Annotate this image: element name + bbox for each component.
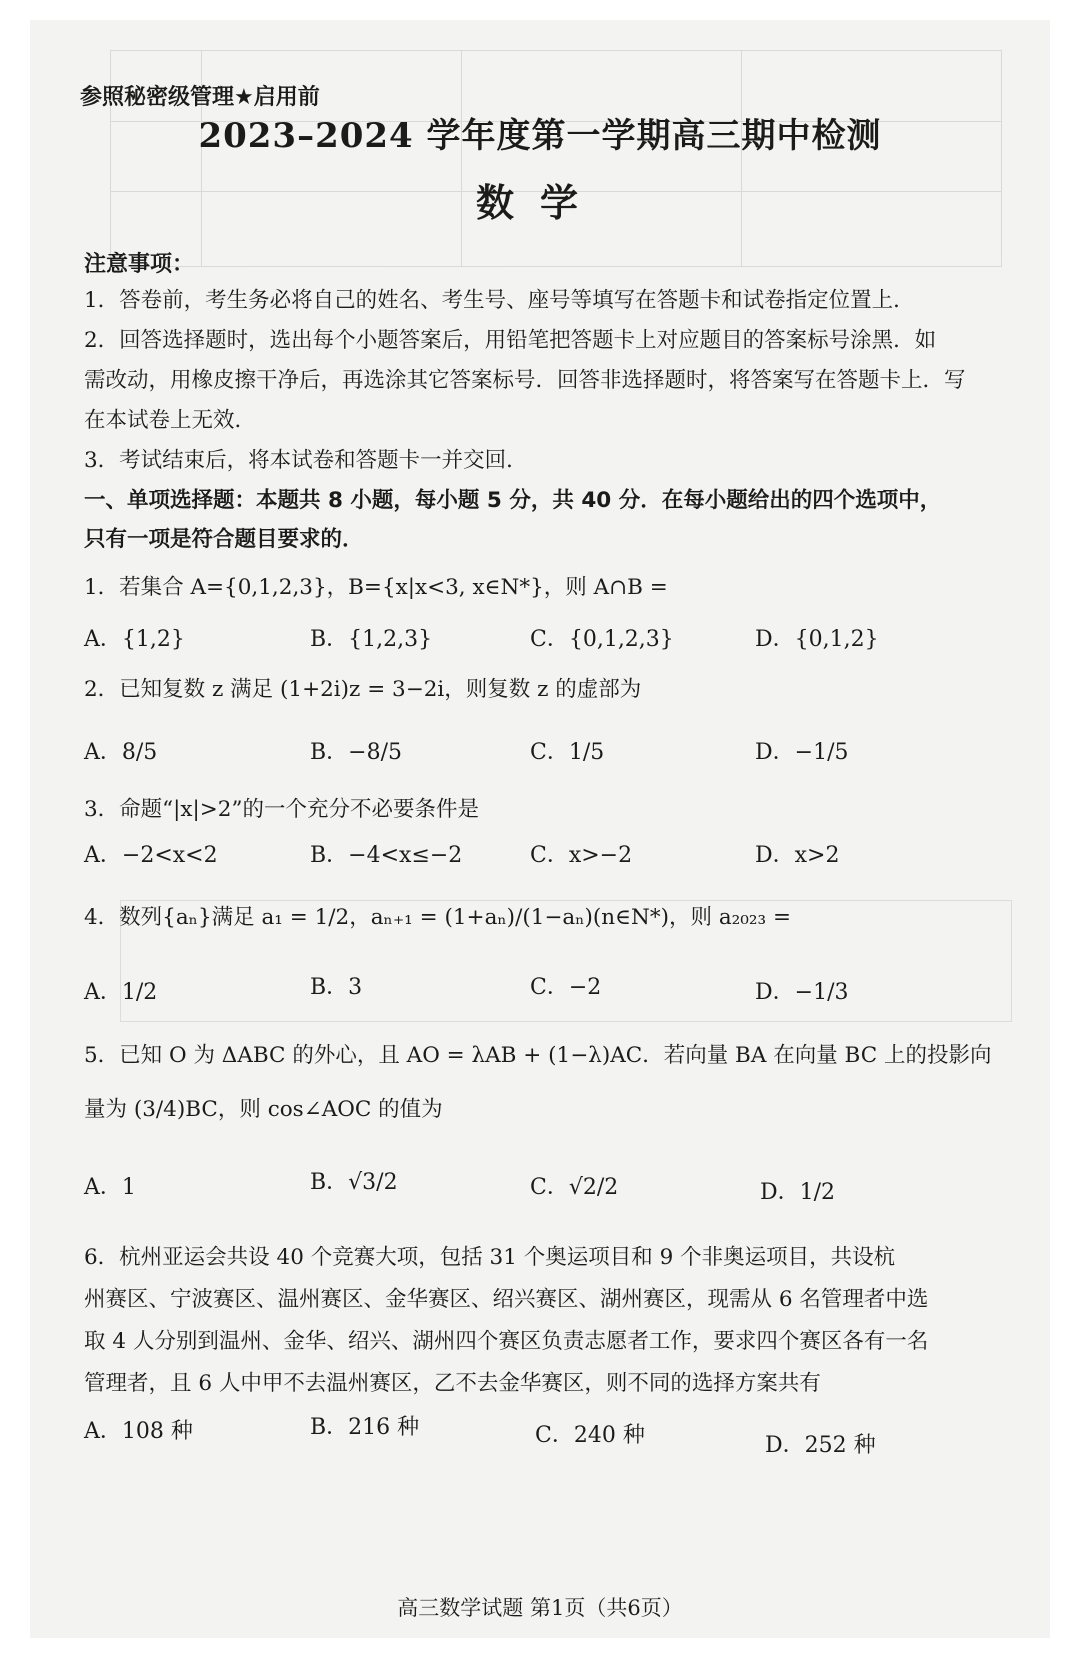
section-heading-2: 只有一项是符合题目要求的． [84, 527, 364, 552]
notice-heading: 注意事项： [84, 252, 195, 277]
q6-stem-line-4: 管理者，且 6 人中甲不去温州赛区，乙不去金华赛区，则不同的选择方案共有 [84, 1371, 821, 1396]
q5-stem-line-1: 5．已知 O 为 ΔABC 的外心，且 AO = λAB + (1−λ)AC．若向量 BA 在向量 BC 上的投影向 [84, 1043, 992, 1068]
q4-stem: 4．数列{aₙ}满足 a₁ = 1/2，aₙ₊₁ = (1+aₙ)/(1−aₙ)(n∈N*)，则 a₂₀₂₃ = [84, 905, 791, 930]
q5-option-b: B．√3/2 [310, 1170, 398, 1195]
q1-option-b: B．{1,2,3} [310, 627, 433, 652]
q5-option-a: A．1 [84, 1175, 136, 1200]
q1-stem: 1．若集合 A={0,1,2,3}，B={x|x<3, x∈N*}，则 A∩B = [84, 575, 668, 600]
notice-line-4: 在本试卷上无效． [84, 408, 257, 433]
notice-line-5: 3．考试结束后，将本试卷和答题卡一并交回． [84, 448, 528, 473]
q1-option-d: D．{0,1,2} [755, 627, 879, 652]
section-heading-1: 一、单项选择题：本题共 8 小题，每小题 5 分，共 40 分．在每小题给出的四个选项中， [84, 488, 942, 513]
q6-stem-line-2: 州赛区、宁波赛区、温州赛区、金华赛区、绍兴赛区、湖州赛区，现需从 6 名管理者中选 [84, 1287, 929, 1312]
q3-stem: 3．命题“|x|>2”的一个充分不必要条件是 [84, 797, 479, 822]
q3-option-c: C．x>−2 [530, 843, 633, 868]
notice-line-3: 需改动，用橡皮擦干净后，再选涂其它答案标号．回答非选择题时，将答案写在答题卡上．写 [84, 368, 966, 393]
q4-option-d: D．−1/3 [755, 980, 849, 1005]
notice-line-2: 2．回答选择题时，选出每个小题答案后，用铅笔把答题卡上对应题目的答案标号涂黑．如 [84, 328, 937, 353]
subject-title: 数学 [475, 181, 604, 225]
q6-option-b: B．216 种 [310, 1415, 420, 1440]
q5-stem-line-2: 量为 (3/4)BC，则 cos∠AOC 的值为 [84, 1097, 443, 1122]
q4-option-c: C．−2 [530, 975, 602, 1000]
q1-option-c: C．{0,1,2,3} [530, 627, 674, 652]
q5-option-c: C．√2/2 [530, 1175, 619, 1200]
q1-option-a: A．{1,2} [84, 627, 185, 652]
confidential-note: 参照秘密级管理★启用前 [80, 85, 320, 110]
q2-option-c: C．1/5 [530, 740, 605, 765]
q3-option-b: B．−4<x≤−2 [310, 843, 463, 868]
q3-option-d: D．x>2 [755, 843, 840, 868]
q6-stem-line-1: 6．杭州亚运会共设 40 个竞赛大项，包括 31 个奥运项目和 9 个非奥运项目，共设杭 [84, 1245, 896, 1270]
q5-option-d: D．1/2 [760, 1180, 836, 1205]
q2-option-a: A．8/5 [84, 740, 158, 765]
q2-option-d: D．−1/5 [755, 740, 849, 765]
notice-line-1: 1．答卷前，考生务必将自己的姓名、考生号、座号等填写在答题卡和试卷指定位置上． [84, 288, 915, 313]
page-footer: 高三数学试题 第1页（共6页） [397, 1596, 683, 1620]
q3-option-a: A．−2<x<2 [84, 843, 218, 868]
exam-title: 2023–2024 学年度第一学期高三期中检测 [198, 116, 882, 156]
q6-option-c: C．240 种 [535, 1423, 645, 1448]
q4-option-b: B．3 [310, 975, 363, 1000]
q6-option-d: D．252 种 [765, 1433, 876, 1458]
q6-option-a: A．108 种 [84, 1419, 193, 1444]
q2-option-b: B．−8/5 [310, 740, 403, 765]
q4-option-a: A．1/2 [84, 980, 158, 1005]
q6-stem-line-3: 取 4 人分别到温州、金华、绍兴、湖州四个赛区负责志愿者工作，要求四个赛区各有一名 [84, 1329, 929, 1354]
q2-stem: 2．已知复数 z 满足 (1+2i)z = 3−2i，则复数 z 的虚部为 [84, 677, 642, 702]
